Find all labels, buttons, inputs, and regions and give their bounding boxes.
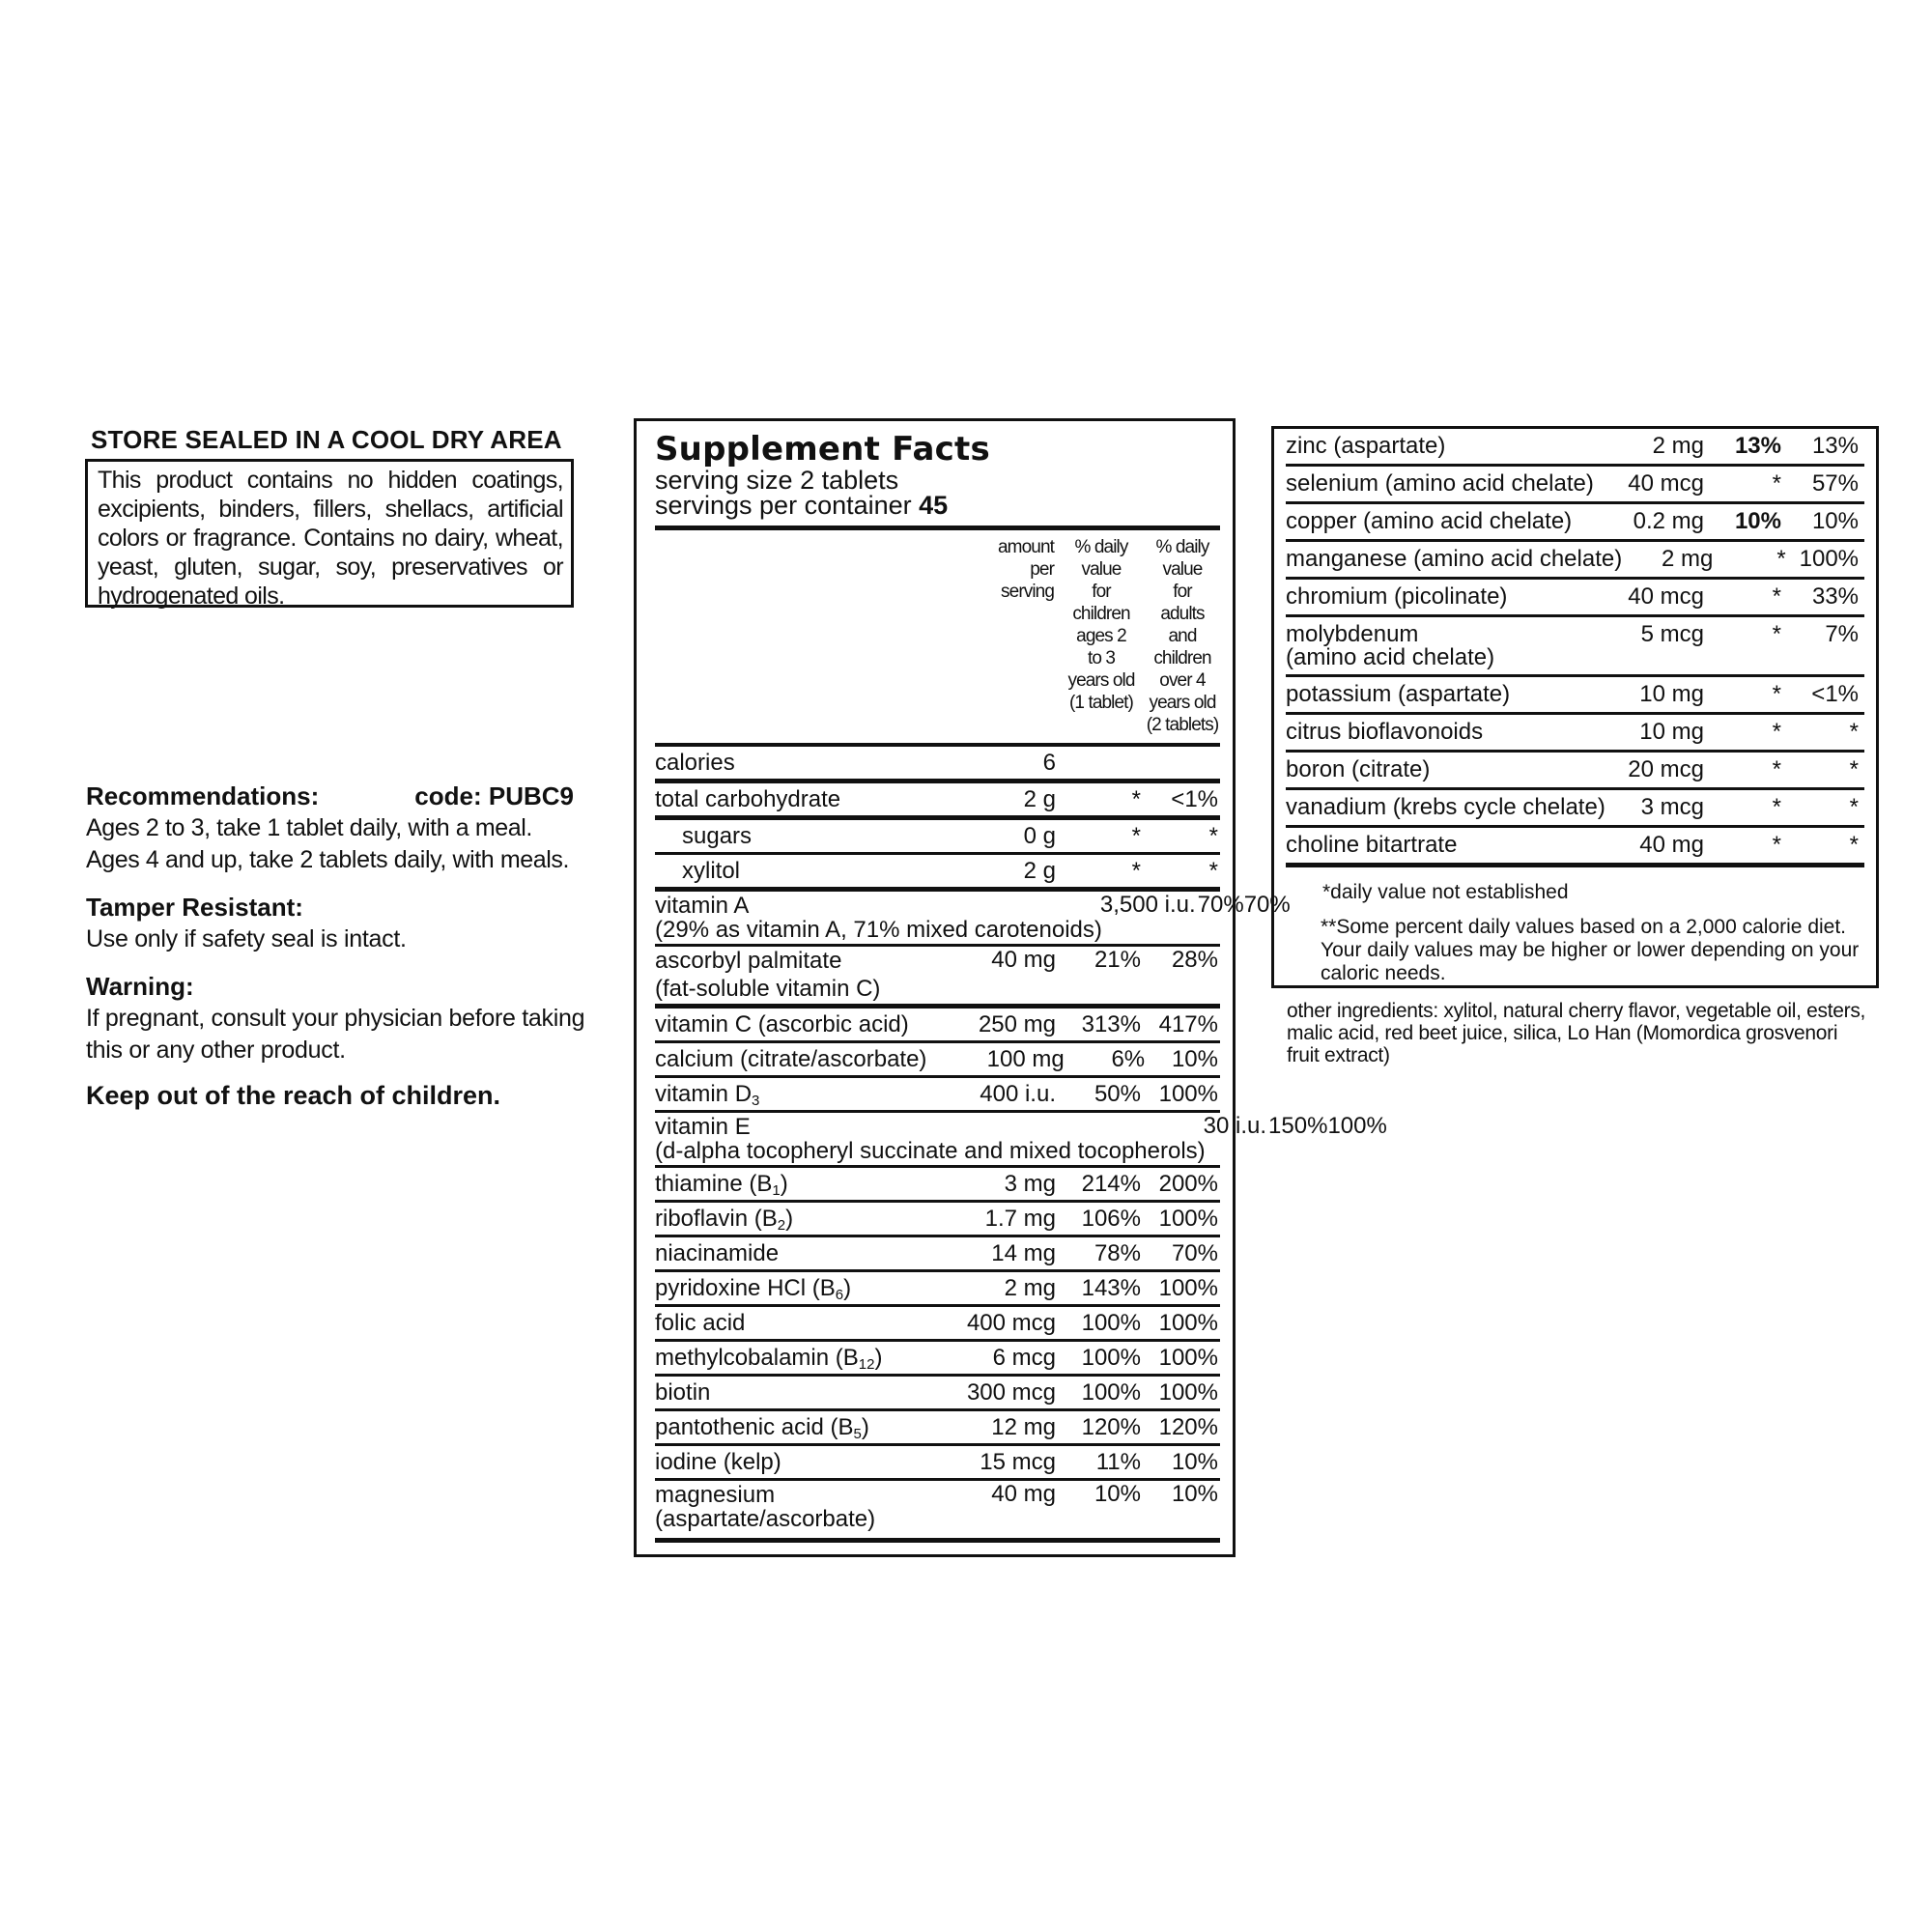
nutrient-row-vitamin-a: vitamin A (29% as vitamin A, 71% mixed carotenoids) 3,500 i.u. 70% 70% — [655, 892, 1220, 947]
warning-text: If pregnant, consult your physician before taking this or any other product. — [86, 1005, 585, 1064]
recommendation-line-1: Ages 2 to 3, take 1 tablet daily, with a meal. — [86, 814, 532, 841]
nutrient-row-riboflavin: riboflavin $(B_2)$ 1.7 mg 106% 100% — [655, 1203, 1220, 1237]
nutrient-row-total-carbohydrate: total carbohydrate 2 g * <1% — [655, 783, 1220, 820]
facts-title: Supplement Facts — [655, 430, 990, 469]
nutrient-row-zinc: zinc (aspartate) 2 mg 13% 13% — [1286, 429, 1864, 467]
nutrient-row-pyridoxine: pyridoxine HCl $(B_6)$ 2 mg 143% 100% — [655, 1272, 1220, 1307]
tamper-text: Use only if safety seal is intact. — [86, 925, 407, 952]
nutrient-row-manganese: manganese (amino acid chelate) 2 mg * 100% — [1286, 542, 1864, 580]
adults-daily-value-header: % daily value for adults and children over 4 years old (2 tablets) — [1146, 537, 1219, 735]
recommendations-label: Recommendations: — [86, 781, 320, 810]
nutrient-row-selenium: selenium (amino acid chelate) 40 mcg * 57% — [1286, 467, 1864, 504]
nutrient-row-iodine: iodine (kelp) 15 mcg 11% 10% — [655, 1446, 1220, 1481]
children-daily-value-header: % daily value for children ages 2 to 3 years old (1 tablet) — [1067, 537, 1135, 713]
amount-per-serving-header: amount per serving — [998, 537, 1054, 602]
nutrient-row-methylcobalamin: methylcobalamin $(B_{12})$ 6 mcg 100% 100% — [655, 1342, 1220, 1377]
nutrient-row-calcium: calcium (citrate/ascorbate) 100 mg 6% 10% — [655, 1043, 1220, 1078]
warning-heading: Warning: — [86, 972, 194, 1001]
percent-daily-footnote: **Some percent daily values based on a 2,000 calorie diet. Your daily values may be higher or lower depending on your caloric needs. — [1321, 916, 1860, 984]
nutrient-row-xylitol: xylitol 2 g * * — [655, 855, 1220, 892]
servings-label: servings per container — [655, 491, 912, 520]
product-code: code: PUBC9 — [414, 781, 574, 810]
nutrient-row-folic-acid: folic acid 400 mcg 100% 100% — [655, 1307, 1220, 1342]
keep-out-warning: Keep out of the reach of children. — [86, 1081, 501, 1110]
storage-heading: STORE SEALED IN A COOL DRY AREA — [91, 425, 562, 454]
serving-size-value: 2 tablets — [800, 466, 899, 495]
directions-section — [86, 781, 608, 1112]
nutrient-row-pantothenic-acid: pantothenic acid $(B_5)$ 12 mg 120% 120% — [655, 1411, 1220, 1446]
nutrient-row-vitamin-c: vitamin C (ascorbic acid) 250 mg 313% 417% — [655, 1009, 1220, 1043]
nutrient-row-thiamine: thiamine $(B_1)$ 3 mg 214% 200% — [655, 1168, 1220, 1203]
column-headers — [655, 530, 1220, 743]
nutrient-row-citrus-bioflavonoids: citrus bioflavonoids 10 mg * * — [1286, 715, 1864, 753]
recommendation-line-2: Ages 4 and up, take 2 tablets daily, with meals. — [86, 846, 570, 873]
servings-value: 45 — [919, 491, 949, 520]
product-notice-box: This product contains no hidden coatings, excipients, binders, fillers, shellacs, artificial colors or fragrance. Contains no dairy, wheat, yeast, gluten, sugar, soy, preservatives or hydrogenated oils. — [85, 459, 574, 608]
nutrient-row-calories: calories 6 — [655, 747, 1220, 783]
nutrient-row-magnesium: magnesium (aspartate/ascorbate) 40 mg 10% 10% — [655, 1481, 1220, 1543]
nutrient-row-vitamin-d3: vitamin $D_3$ 400 i.u. 50% 100% — [655, 1078, 1220, 1113]
daily-value-footnote: *daily value not established — [1322, 881, 1569, 903]
nutrient-row-ascorbyl-palmitate: ascorbyl palmitate (fat-soluble vitamin C) 40 mg 21% 28% — [655, 947, 1220, 1009]
nutrient-row-chromium: chromium (picolinate) 40 mcg * 33% — [1286, 580, 1864, 617]
servings-per-container-line — [655, 493, 1220, 518]
recommendations-header — [86, 781, 574, 812]
nutrient-row-niacinamide: niacinamide 14 mg 78% 70% — [655, 1237, 1220, 1272]
other-ingredients: other ingredients: xylitol, natural cherry flavor, vegetable oil, esters, malic acid, red beet juice, silica, Lo Han (Momordica grosvenori fruit extract) — [1287, 1000, 1866, 1066]
supplement-facts-panel — [634, 418, 1387, 1557]
nutrient-row-vanadium: vanadium (krebs cycle chelate) 3 mcg * * — [1286, 790, 1864, 828]
nutrient-row-molybdenum: molybdenum (amino acid chelate) 5 mcg * 7% — [1286, 617, 1864, 677]
nutrient-row-sugars: sugars 0 g * * — [655, 820, 1220, 855]
minerals-panel — [1271, 426, 1879, 988]
nutrient-row-vitamin-e: vitamin E (d-alpha tocopheryl succinate and mixed tocopherols) 30 i.u. 150% 100% — [655, 1113, 1220, 1168]
serving-size-label: serving size — [655, 466, 793, 495]
nutrient-row-potassium: potassium (aspartate) 10 mg * <1% — [1286, 677, 1864, 715]
nutrient-row-choline: choline bitartrate 40 mg * * — [1286, 828, 1864, 867]
nutrient-row-boron: boron (citrate) 20 mcg * * — [1286, 753, 1864, 790]
nutrient-row-biotin: biotin 300 mcg 100% 100% — [655, 1377, 1220, 1411]
serving-size-line — [655, 468, 1220, 493]
tamper-heading: Tamper Resistant: — [86, 893, 303, 922]
nutrient-row-copper: copper (amino acid chelate) 0.2 mg 10% 10% — [1286, 504, 1864, 542]
